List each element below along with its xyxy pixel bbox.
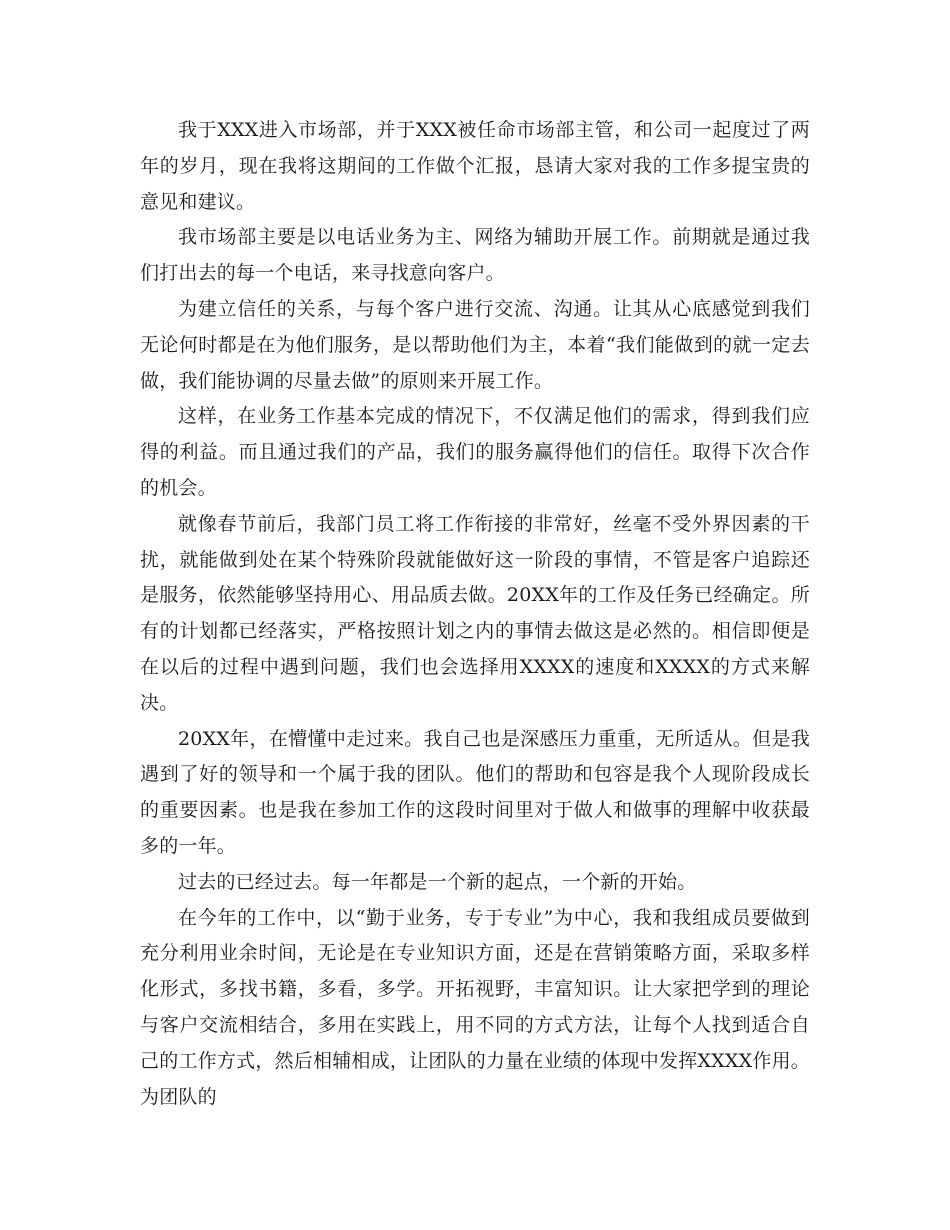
paragraph-6: 20XX年，在懵懂中走过来。我自己也是深感压力重重，无所适从。但是我遇到了好的领导和一个属于我的团队。他们的帮助和包容是我个人现阶段成长的重要因素。也是我在参加工作的这段时间里对于做人和做事的理解中收获最多的一年。: [140, 727, 810, 857]
paragraph-2: 我市场部主要是以电话业务为主、网络为辅助开展工作。前期就是通过我们打出去的每一个电话，来寻找意向客户。: [140, 226, 810, 285]
paragraph-4: 这样，在业务工作基本完成的情况下，不仅满足他们的需求，得到我们应得的利益。而且通过我们的产品，我们的服务赢得他们的信任。取得下次合作的机会。: [140, 405, 810, 499]
paragraph-7: 过去的已经过去。每一年都是一个新的起点，一个新的开始。: [178, 870, 697, 893]
paragraph-5: 就像春节前后，我部门员工将工作衔接的非常好，丝毫不受外界因素的干扰，就能做到处在某个特殊阶段就能做好这一阶段的事情，不管是客户追踪还是服务，依然能够坚持用心、用品质去做。20XX年的工作及任务已经确定。所有的计划都已经落实，严格按照计划之内的事情去做这是必然的。相信即便是在以后的过程中遇到问题，我们也会选择用XXXX的速度和XXXX的方式来解决。: [140, 512, 810, 714]
paragraph-8: 在今年的工作中，以“勤于业务，专于专业”为中心，我和我组成员要做到充分利用业余时间，无论是在专业知识方面，还是在营销策略方面，采取多样化形式，多找书籍，多看，多学。开拓视野，丰富知识。让大家把学到的理论与客户交流相结合，多用在实践上，用不同的方式方法，让每个人找到适合自己的工作方式，然后相辅相成，让团队的力量在业绩的体现中发挥XXXX作用。为团队的: [140, 906, 810, 1108]
paragraph-1: 我于XXX进入市场部，并于XXX被任命市场部主管，和公司一起度过了两年的岁月，现在我将这期间的工作做个汇报，恳请大家对我的工作多提宝贵的意见和建议。: [140, 119, 810, 213]
paragraph-3: 为建立信任的关系，与每个客户进行交流、沟通。让其从心底感觉到我们无论何时都是在为他们服务，是以帮助他们为主，本着“我们能做到的就一定去做，我们能协调的尽量去做”的原则来开展工作。: [140, 297, 810, 392]
document-body: [140, 113, 810, 1115]
